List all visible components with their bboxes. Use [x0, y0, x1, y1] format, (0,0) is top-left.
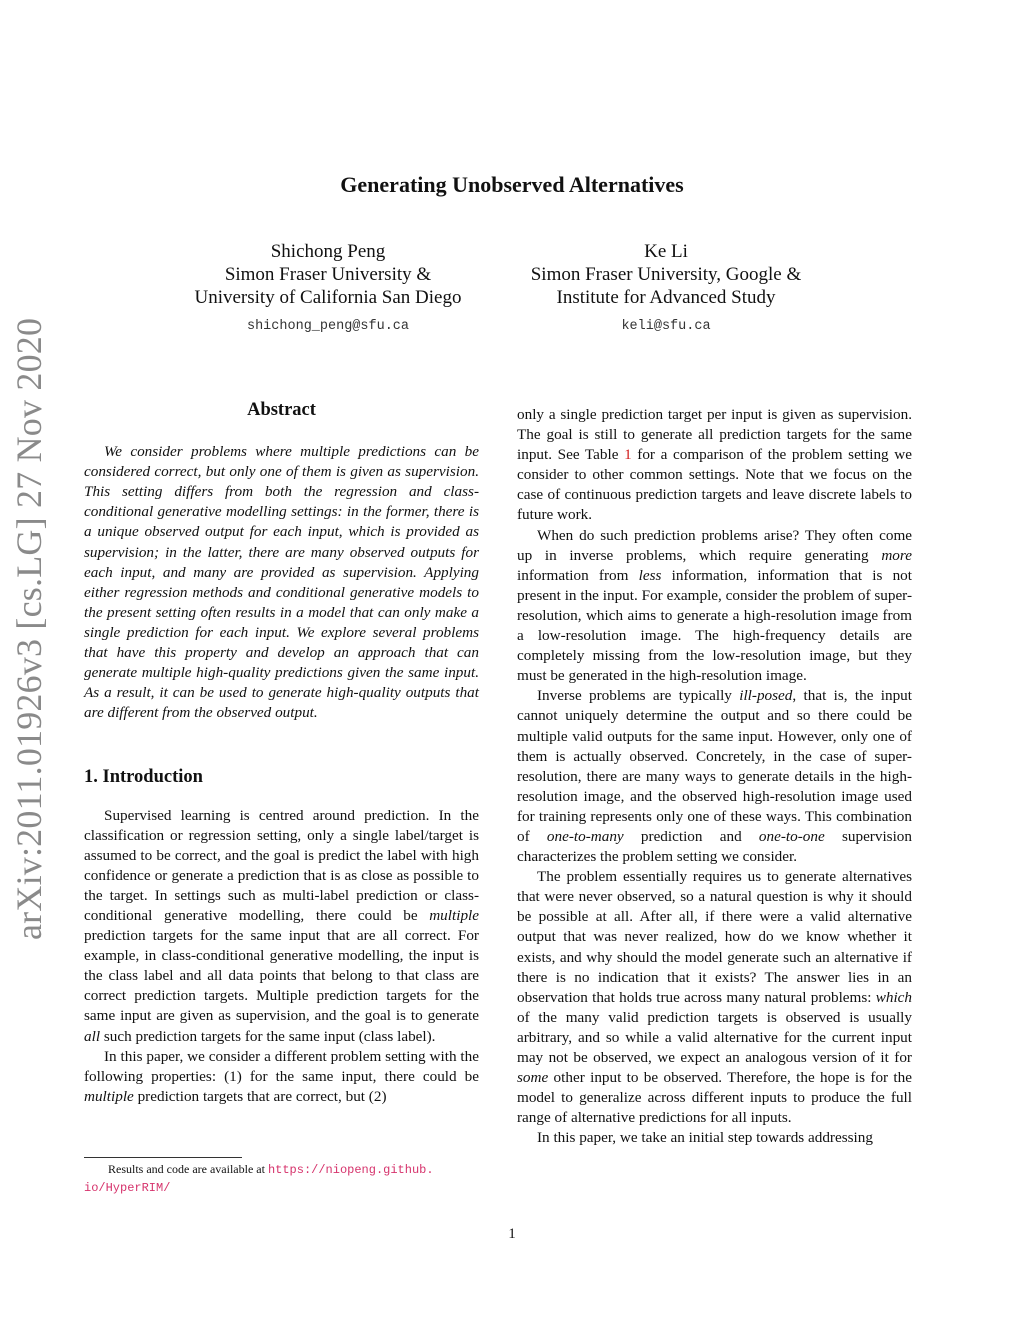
footnote-link[interactable]: io/HyperRIM/: [84, 1181, 171, 1195]
author-name: Shichong Peng: [270, 241, 386, 262]
arxiv-identifier: arXiv:2011.01926v3 [cs.LG] 27 Nov 2020: [9, 317, 49, 940]
page-number: 1: [508, 1226, 516, 1242]
footnote: [84, 1161, 479, 1197]
body-paragraph: In this paper, we take an initial step towards addressing: [537, 1129, 873, 1147]
paper-title: Generating Unobserved Alternatives: [340, 172, 684, 197]
author-block-1: [148, 240, 508, 338]
author-affiliation: Simon Fraser University &: [224, 264, 432, 285]
author-block-2: [486, 240, 846, 338]
intro-paragraph: In this paper, we consider a different problem setting with the following properties: (1) for the same input, there could be multiple prediction targets that are correct, but (2): [84, 1047, 479, 1105]
footnote-link[interactable]: https://niopeng.github.: [267, 1163, 434, 1177]
abstract-text: We consider problems where multiple predictions can be considered correct, but only one of them is given as supervision. This setting differs from both the regression and class-conditional generative modelling settings: in the former, there is a unique observed output for each input, which is provided as supervision; in the latter, there are many observed outputs for each input, and many are provided as supervision. Applying either regression methods and conditional generative models to the present setting often results in a model that can only make a single prediction for each input. We explore several problems that have this property and develop an approach that can generate multiple high-quality predictions given the same input. As a result, it can be used to generate high-quality outputs that are different from the observed output.: [84, 443, 479, 722]
author-affiliation: University of California San Diego: [194, 287, 462, 308]
table-reference-link[interactable]: 1: [624, 446, 632, 464]
body-paragraph: Inverse problems are typically ill-posed, that is, the input cannot uniquely determine the output and so there could be multiple valid outputs for the same input. However, only one of them is actually observed. Concretely, in the case of super-resolution, there are many ways to generate details in the high-resolution image, and the observed high-resolution image used for training represents only one of these ways. This combination of one-to-many prediction and one-to-one supervision characterizes the problem setting we consider.: [517, 687, 912, 866]
author-affiliation: Institute for Advanced Study: [556, 287, 776, 308]
left-column: [84, 400, 479, 1107]
author-name: Ke Li: [644, 241, 688, 262]
intro-paragraph: Supervised learning is centred around prediction. In the classification or regression setting, only a single label/target is assumed to be correct, and the goal is predict the label with high confidence or generate a prediction that is as close as possible to the target. In settings such as multi-label prediction or class-conditional generative modelling, there could be multiple prediction targets for the same input that are all correct. For example, in class-conditional generative modelling, the input is the class label and all data points that belong to that class are correct prediction targets. Multiple prediction targets for the same input are given as supervision, and the goal is to generate all such prediction targets for the same input (class label).: [84, 806, 479, 1045]
introduction-heading: 1. Introduction: [84, 767, 203, 788]
body-paragraph: The problem essentially requires us to generate alternatives that were never observed, so a natural question is why it should be possible at all. After all, if there were a valid alternative output that was never realized, how do we know whether it exists, and why should the model generate such an alternative if there is no indication that it exists? The answer lies in an observation that holds true across many natural problems: which of the many valid prediction targets is observed is usually arbitrary, and so while a valid alternative for the current input may not be observed, we expect an analogous version of it for some other input to be observed. Therefore, the hope is for the model to generalize across different inputs to produce the full range of alternative predictions for all inputs.: [517, 868, 912, 1127]
body-paragraph: only a single prediction target per input is given as supervision. The goal is still to generate all prediction targets for the same input. See Table 1 for a comparison of the problem setting we consider to other common settings. Note that we focus on the case of continuous prediction targets and leave discrete labels to future work.: [517, 406, 912, 524]
author-affiliation: Simon Fraser University, Google &: [530, 264, 802, 285]
right-column: [517, 405, 912, 1148]
author-email[interactable]: keli@sfu.ca: [621, 319, 711, 334]
body-paragraph: When do such prediction problems arise? They often come up in inverse problems, which require generating more information from less information, information that is not present in the input. For example, consider the problem of super-resolution, which aims to generate a high-resolution image from a low-resolution image. The high-frequency details are completely missing from the low-resolution image, but they must be generated in the high-resolution image.: [517, 526, 913, 685]
footnote-text: Results and code are available at: [108, 1162, 268, 1176]
abstract-heading: Abstract: [247, 400, 316, 420]
author-email[interactable]: shichong_peng@sfu.ca: [246, 319, 410, 334]
footnote-rule: [84, 1157, 242, 1158]
